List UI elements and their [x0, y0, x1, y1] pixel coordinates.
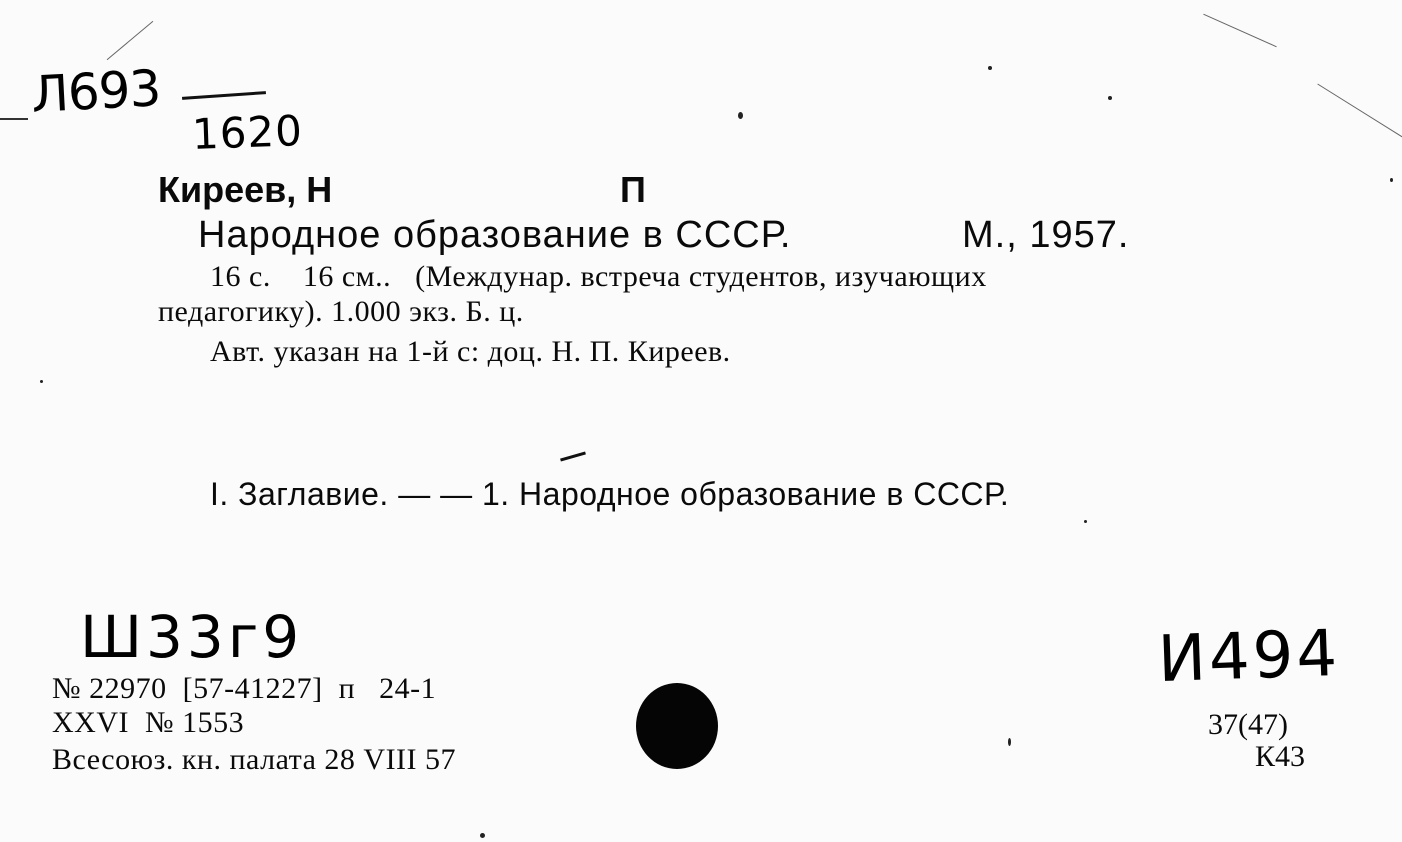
publication-statement: М., 1957. — [962, 214, 1130, 256]
scratch — [1317, 84, 1402, 138]
udc-classification: 37(47) — [1208, 708, 1288, 741]
author-heading: Киреев, Н — [158, 169, 333, 210]
speck — [1008, 738, 1011, 746]
title-statement: Народное образование в СССР. — [198, 214, 792, 256]
punch-hole — [636, 683, 718, 769]
tracings: I. Заглавие. — — 1. Народное образование в СССР. — [210, 476, 1010, 512]
handwritten-accession-number: 1620 — [191, 106, 304, 159]
handwritten-shelf-number: Л693 — [29, 59, 162, 124]
scratch — [0, 118, 28, 120]
speck — [1390, 178, 1393, 182]
handwritten-inventory-number: И494 — [1156, 616, 1342, 698]
imprint-line-1: № 22970 [57-41227] п 24-1 — [52, 672, 437, 705]
physical-description-line-2: педагогику). 1.000 экз. Б. ц. — [158, 295, 524, 328]
speck — [40, 380, 43, 383]
handwritten-bar — [182, 91, 266, 100]
handwritten-call-number: Ш33г9 — [80, 603, 304, 671]
physical-description-line-1: 16 с. 16 см.. (Междунар. встреча студентов, изучающих — [210, 260, 987, 293]
speck — [1084, 520, 1087, 523]
author-mark: К43 — [1255, 740, 1306, 773]
scratch — [560, 451, 586, 461]
author-note: Авт. указан на 1-й с: доц. Н. П. Киреев. — [210, 335, 731, 368]
scratch — [1203, 14, 1276, 47]
speck — [738, 112, 743, 119]
speck — [480, 833, 485, 838]
speck — [988, 66, 992, 70]
speck — [1108, 96, 1112, 100]
imprint-line-3: Всесоюз. кн. палата 28 VIII 57 — [52, 743, 457, 776]
author-heading-initial: П — [620, 169, 646, 210]
imprint-line-2: XXVI № 1553 — [52, 706, 245, 739]
scratch — [107, 21, 154, 60]
